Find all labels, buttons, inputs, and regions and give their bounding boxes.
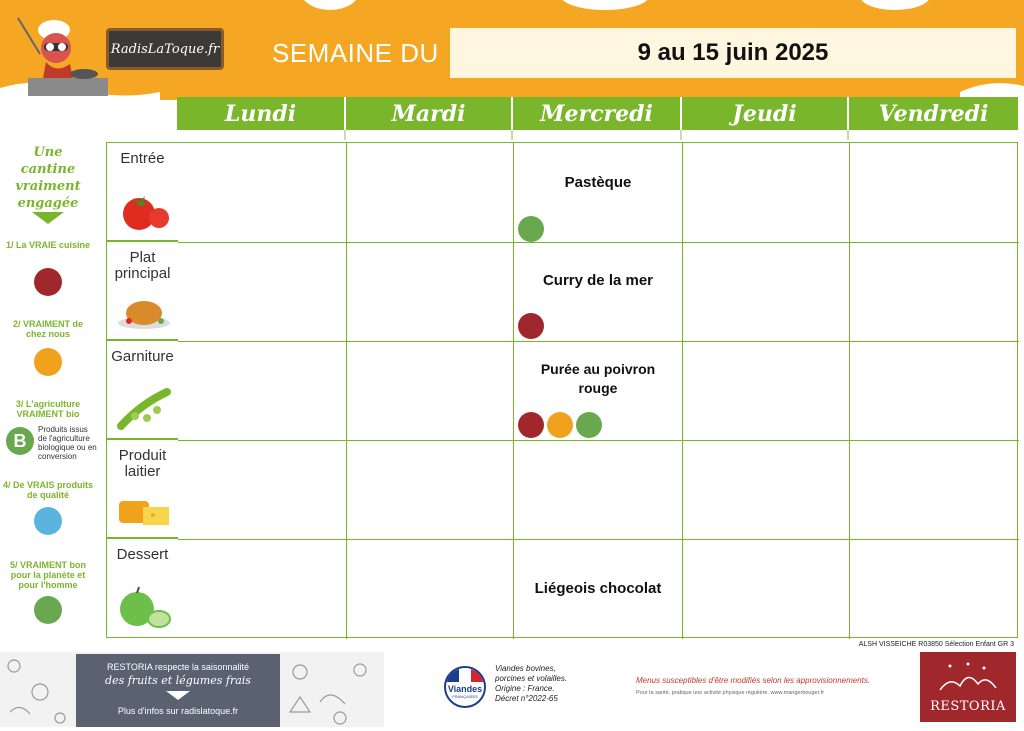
day-lundi: Lundi: [177, 97, 346, 130]
restoria-logo: RESTORIA: [920, 652, 1016, 722]
cloud-decoration: [300, 0, 360, 10]
menu-disclaimer: Menus susceptibles d'être modifiés selon les approvisionnements.: [636, 676, 871, 685]
menu-mercredi-plat: Curry de la mer: [542, 272, 654, 289]
category-label: Dessert: [116, 546, 169, 563]
roast-chicken-icon: [117, 287, 171, 331]
menu-reference: ALSH VISSEICHE R03850 Sélection Enfant GR 3: [858, 641, 1014, 648]
sidebar-item-planete: 5/ VRAIMENT bon pour la planète et pour l'homme: [10, 560, 86, 590]
menu-mercredi-entree: Pastèque: [564, 174, 632, 191]
category-plat: [106, 241, 178, 340]
day-vendredi: Vendredi: [849, 97, 1018, 130]
sidebar-item-bio: 3/ L'agriculture VRAIMENT bio: [15, 399, 81, 419]
day-header-subrow: [177, 130, 1018, 142]
cloud-decoration: [860, 0, 930, 10]
cheese-icon: [117, 485, 171, 529]
seasonality-banner: [76, 654, 280, 727]
category-label: Garniture: [111, 348, 174, 365]
peas-icon: [117, 386, 171, 430]
viandes-origin-text: Viandes bovines, porcines et volailles. Origine : France. Décret n°2022-65: [495, 664, 568, 703]
category-laitier: [106, 439, 178, 538]
bio-note: Produits issus de l'agriculture biologique ou en conversion: [38, 425, 97, 461]
category-label: Plat principal: [114, 249, 171, 282]
day-header-row: [177, 97, 1018, 130]
seasonality-line2: des fruits et légumes frais: [105, 674, 251, 687]
cooking-pot-icon: [518, 412, 544, 438]
week-range: 9 au 15 juin 2025: [450, 28, 1016, 78]
tomato-icon: [117, 188, 171, 232]
category-dessert: [106, 538, 178, 638]
day-mercredi: Mercredi: [513, 97, 682, 130]
sidebar-item-local: 2/ VRAIMENT de chez nous: [12, 319, 83, 339]
category-label: Entrée: [120, 150, 165, 167]
category-label: Produit laitier: [118, 447, 167, 480]
health-note: Pour ta santé, pratique une activité physique régulière. www.mangerbouger.fr: [636, 690, 825, 696]
viandes-francaises-logo: Viandes FRANÇAISES: [444, 666, 486, 708]
category-entree: [106, 142, 178, 241]
menu-mercredi-garniture: Purée au poivron rouge: [540, 361, 656, 396]
brand-logo: RadisLaToque.fr: [106, 28, 224, 70]
seasonality-line1: RESTORIA respecte la saisonnalité: [107, 662, 249, 672]
day-jeudi: Jeudi: [682, 97, 849, 130]
seasonality-link[interactable]: Plus d'infos sur radislatoque.fr: [117, 706, 239, 716]
down-arrow-icon: [166, 691, 190, 700]
bio-icon: B: [6, 427, 34, 455]
local-produce-icon: [34, 348, 62, 376]
cooking-pot-icon: [34, 268, 62, 296]
quality-medal-icon: [34, 507, 62, 535]
sidebar-item-qualite: 4/ De VRAIS produits de qualité: [2, 480, 93, 500]
cloud-decoration: [560, 0, 650, 10]
category-garniture: [106, 340, 178, 439]
day-mardi: Mardi: [346, 97, 513, 130]
planet-icon: [576, 412, 602, 438]
sidebar-title: Une cantine vraiment engagée: [15, 145, 81, 211]
cooking-pot-icon: [518, 313, 544, 339]
week-label: SEMAINE DU: [272, 38, 439, 68]
planet-icon: [34, 596, 62, 624]
planet-icon: [518, 216, 544, 242]
local-produce-icon: [547, 412, 573, 438]
apple-icon: [117, 585, 171, 629]
menu-grid: [177, 142, 1018, 638]
menu-mercredi-dessert: Liégeois chocolat: [534, 580, 662, 597]
sidebar-item-cuisine: 1/ La VRAIE cuisine: [5, 240, 91, 250]
sidebar-arrow: [32, 212, 64, 224]
